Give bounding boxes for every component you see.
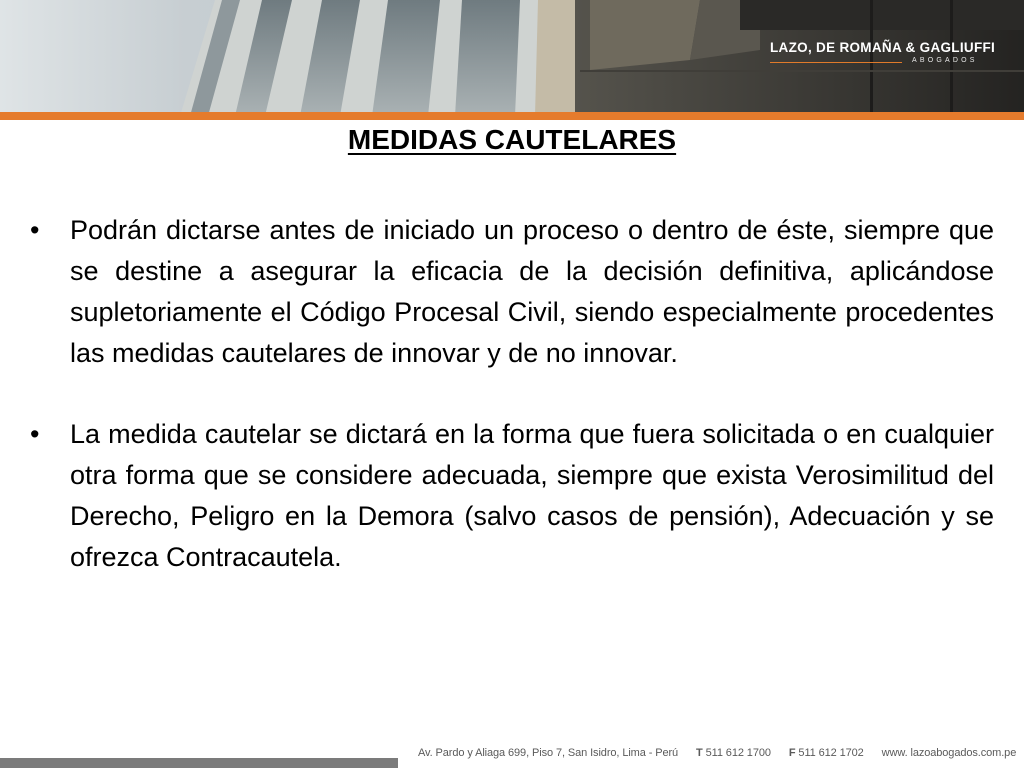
footer-fax-label: F bbox=[788, 747, 796, 759]
firm-name: LAZO, DE ROMAÑA & GAGLIUFFI bbox=[770, 40, 996, 55]
footer-contact bbox=[418, 746, 1018, 760]
firm-logo bbox=[770, 40, 1010, 80]
footer-bar bbox=[0, 758, 398, 768]
footer-address: Av. Pardo y Aliaga 699, Piso 7, San Isidro, Lima - Perú bbox=[418, 747, 679, 759]
footer-fax: 511 612 1702 bbox=[798, 747, 864, 759]
bullet-item bbox=[30, 210, 994, 374]
footer-phone-label: T bbox=[696, 747, 703, 759]
bullet-list bbox=[30, 210, 994, 618]
bullet-marker: • bbox=[30, 419, 40, 449]
bullet-text: Podrán dictarse antes de iniciado un proceso o dentro de éste, siempre que se destine a asegurar la eficacia de la decisión definitiva, aplicándose supletoriamente el Código Procesal Civil, siendo especialmente procedentes las medidas cautelares de innovar y de no innovar. bbox=[70, 215, 994, 368]
footer-phone: 511 612 1700 bbox=[705, 747, 771, 759]
bullet-item bbox=[30, 414, 994, 578]
bullet-text: La medida cautelar se dictará en la forma que fuera solicitada o en cualquier otra forma que se considere adecuada, siempre que exista Verosimilitud del Derecho, Peligro en la Demora (salvo casos de pensión), Adecuación y se ofrezca Contracautela. bbox=[70, 419, 994, 572]
firm-logo-rule bbox=[770, 62, 902, 63]
bullet-marker: • bbox=[30, 215, 40, 245]
firm-subtitle: ABOGADOS bbox=[912, 57, 978, 64]
header-banner bbox=[0, 0, 1024, 116]
footer-website: www. lazoabogados.com.pe bbox=[881, 747, 1017, 759]
header-accent-stripe bbox=[0, 112, 1024, 120]
slide-title: MEDIDAS CAUTELARES bbox=[347, 124, 677, 155]
